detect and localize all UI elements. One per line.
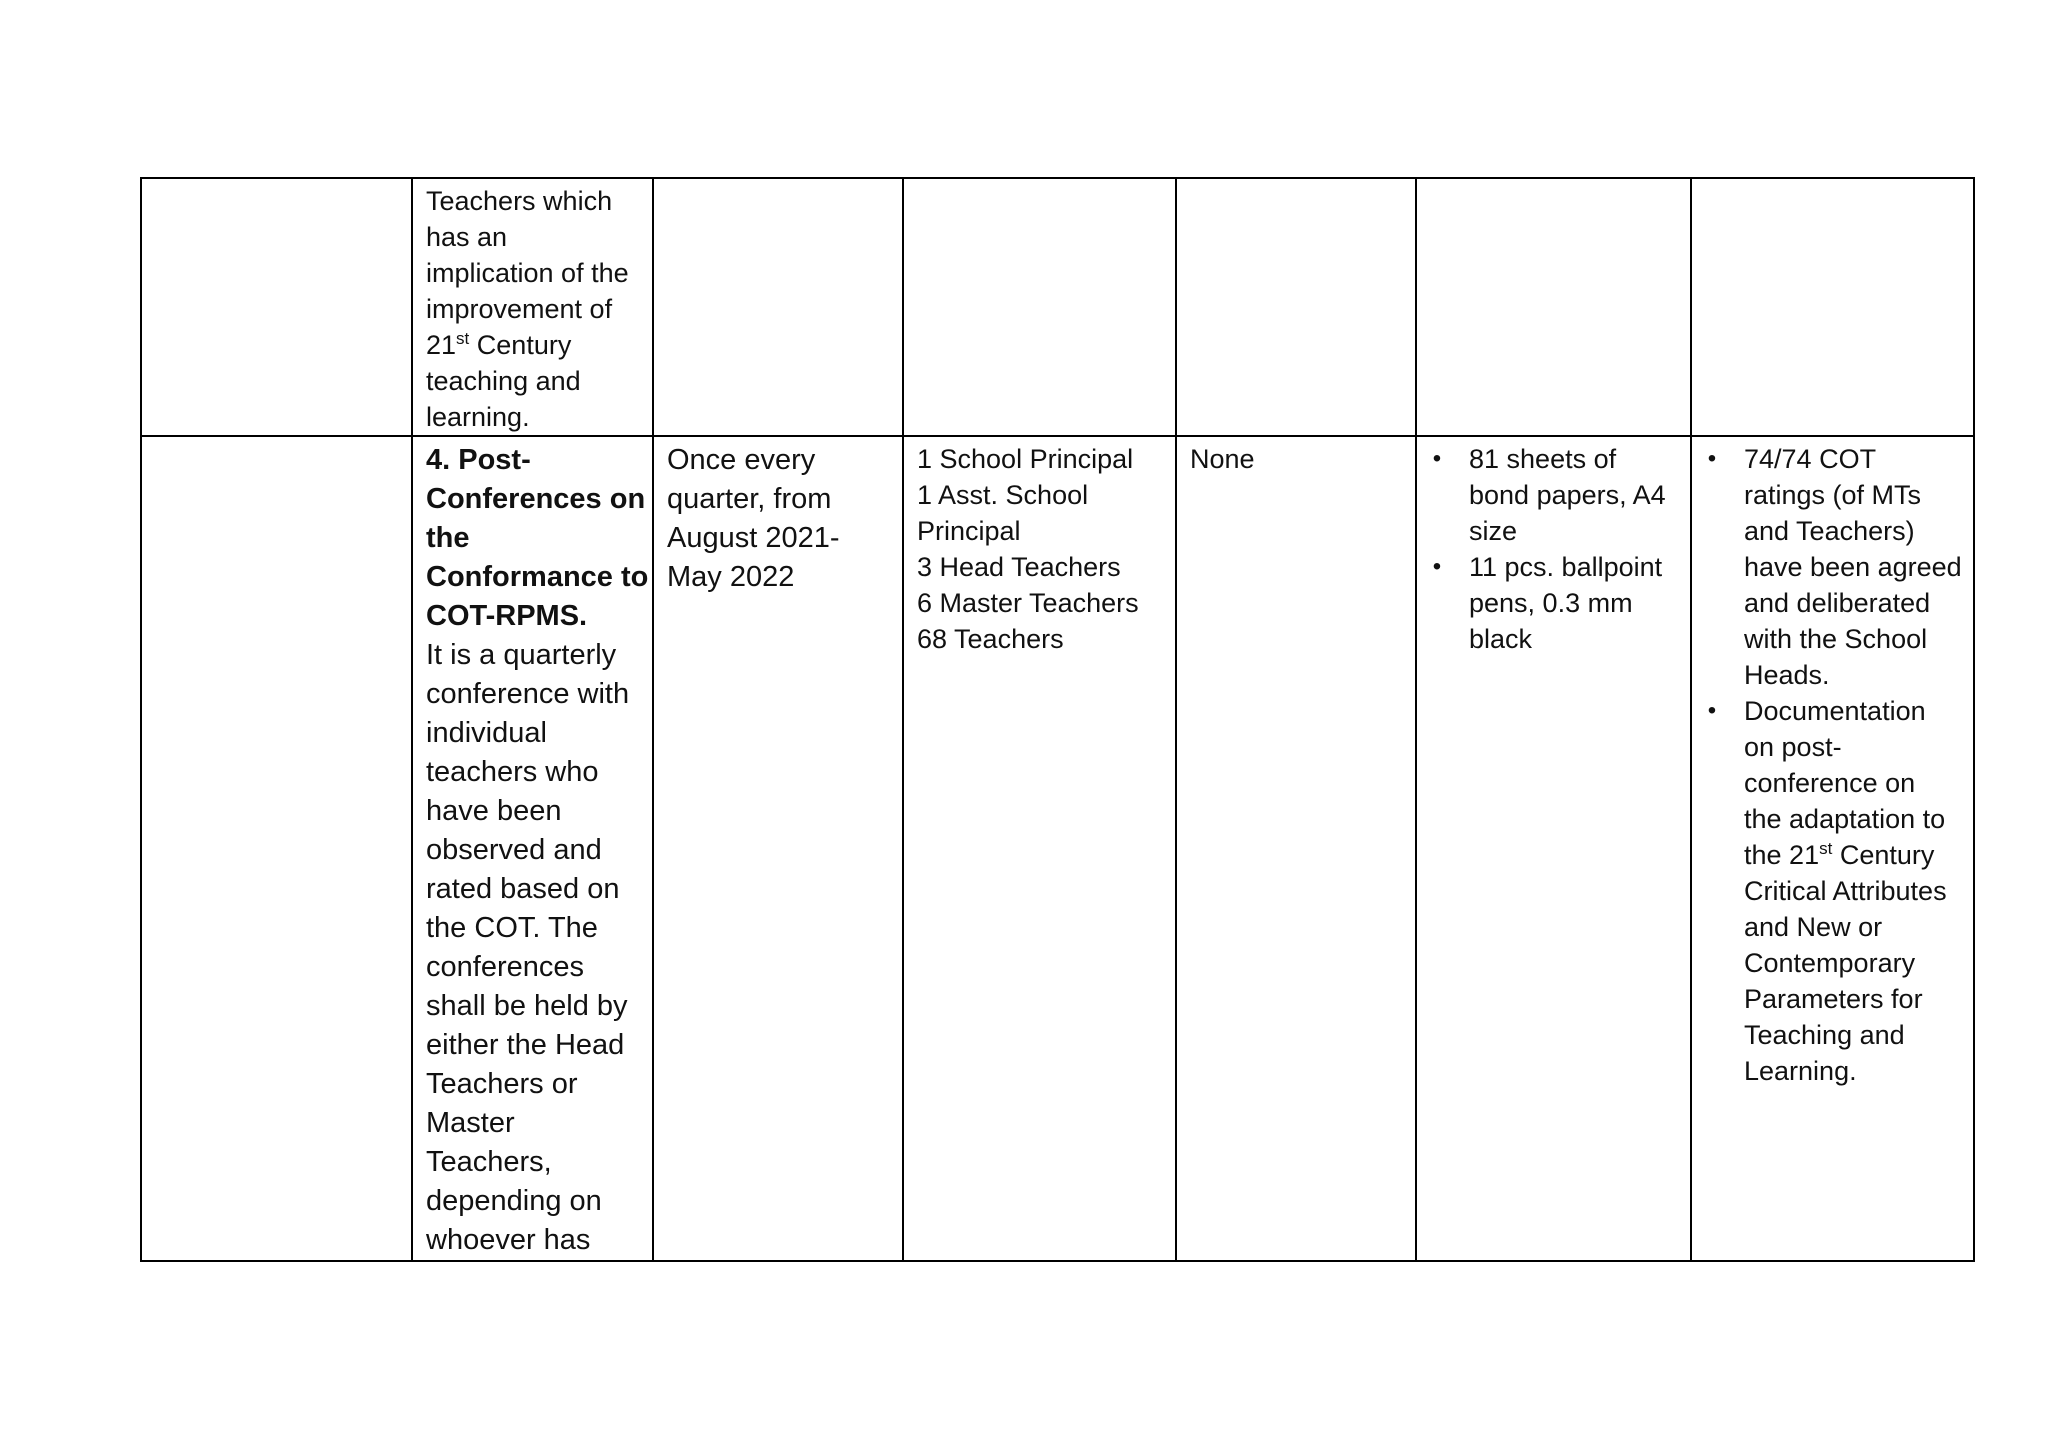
list-item-line: Parameters for xyxy=(1744,984,1923,1014)
list-item-line: conference on xyxy=(1744,768,1916,798)
empty-cell xyxy=(141,436,412,1261)
list-item-line: on post- xyxy=(1744,732,1842,762)
text-line: whoever has xyxy=(426,1224,591,1256)
list-item xyxy=(1698,441,1963,693)
list-item-line: the adaptation to xyxy=(1744,804,1946,834)
text-line: learning. xyxy=(426,402,530,432)
text-line: implication of the xyxy=(426,258,629,288)
resources-list xyxy=(1423,441,1680,657)
list-item xyxy=(1423,441,1680,549)
list-item-line: and deliberated xyxy=(1744,588,1931,618)
table-row-post-conferences xyxy=(141,436,1974,1261)
bullet-icon: • xyxy=(1432,445,1442,472)
text-line: rated based on xyxy=(426,873,620,905)
list-item-line: and Teachers) xyxy=(1744,516,1915,546)
empty-cell xyxy=(903,178,1176,436)
bullet-icon: • xyxy=(1432,553,1442,580)
text-line: 68 Teachers xyxy=(917,624,1064,654)
text-line: 3 Head Teachers xyxy=(917,552,1121,582)
text-line: Teachers or xyxy=(426,1068,578,1100)
activity-continued-text xyxy=(426,183,642,435)
empty-cell xyxy=(141,178,412,436)
budget-value: None xyxy=(1190,444,1255,474)
text-line: May 2022 xyxy=(667,561,795,593)
list-item-line: the 21st Century xyxy=(1744,839,1935,870)
list-item-line: ratings (of MTs xyxy=(1744,480,1922,510)
list-item-line: size xyxy=(1469,516,1518,546)
empty-cell xyxy=(1176,178,1416,436)
list-item xyxy=(1423,549,1680,657)
text-line: 4. Post- xyxy=(426,444,531,476)
activity-description xyxy=(426,636,642,1260)
activity-continued-cell xyxy=(412,178,653,436)
text-line: 6 Master Teachers xyxy=(917,588,1139,618)
empty-cell xyxy=(653,178,903,436)
timeframe-text xyxy=(667,441,892,597)
text-line: has an xyxy=(426,222,508,252)
timeframe-cell xyxy=(653,436,903,1261)
empty-cell xyxy=(1416,178,1691,436)
list-item-line: with the School xyxy=(1744,624,1928,654)
text-line: 1 School Principal xyxy=(917,444,1134,474)
list-item xyxy=(1698,693,1963,1089)
text-line: Teachers, xyxy=(426,1146,552,1178)
text-line: Teachers which xyxy=(426,186,613,216)
text-line: 21st Century xyxy=(426,329,572,360)
list-item-line: bond papers, A4 xyxy=(1469,480,1666,510)
empty-cell xyxy=(1691,178,1974,436)
activity-title xyxy=(426,441,649,636)
text-line: 1 Asst. School xyxy=(917,480,1089,510)
activity-cell xyxy=(412,436,653,1261)
resources-cell xyxy=(1416,436,1691,1261)
list-item-line: Critical Attributes xyxy=(1744,876,1947,906)
bullet-icon: • xyxy=(1707,445,1717,472)
list-item-line: Documentation xyxy=(1744,696,1926,726)
text-line: conferences xyxy=(426,951,584,983)
text-line: Once every xyxy=(667,444,816,476)
list-item-line: 74/74 COT xyxy=(1744,444,1877,474)
text-line: teaching and xyxy=(426,366,581,396)
list-item-line: Heads. xyxy=(1744,660,1830,690)
list-item-line: and New or xyxy=(1744,912,1883,942)
text-line: shall be held by xyxy=(426,990,628,1022)
outputs-list xyxy=(1698,441,1963,1089)
list-item-line: have been agreed xyxy=(1744,552,1962,582)
list-item-line: 11 pcs. ballpoint xyxy=(1469,552,1663,582)
list-item-line: pens, 0.3 mm xyxy=(1469,588,1633,618)
text-line: the xyxy=(426,522,470,554)
text-line: improvement of xyxy=(426,294,613,324)
text-line: August 2021- xyxy=(667,522,840,554)
list-item-line: 81 sheets of xyxy=(1469,444,1617,474)
text-line: Conformance to xyxy=(426,561,649,593)
text-line: Master xyxy=(426,1107,515,1139)
text-line: depending on xyxy=(426,1185,602,1217)
persons-involved-cell xyxy=(903,436,1176,1261)
list-item-line: Teaching and xyxy=(1744,1020,1905,1050)
text-line: quarter, from xyxy=(667,483,832,515)
budget-cell xyxy=(1176,436,1416,1261)
text-line: observed and xyxy=(426,834,602,866)
text-line: It is a quarterly xyxy=(426,639,617,671)
document-table xyxy=(140,177,1975,1262)
text-line: COT-RPMS. xyxy=(426,600,588,632)
text-line: Principal xyxy=(917,516,1021,546)
bullet-icon: • xyxy=(1707,697,1717,724)
outputs-cell xyxy=(1691,436,1974,1261)
list-item-line: Contemporary xyxy=(1744,948,1916,978)
text-line: the COT. The xyxy=(426,912,598,944)
text-line: teachers who xyxy=(426,756,599,788)
text-line: have been xyxy=(426,795,562,827)
list-item-line: Learning. xyxy=(1744,1056,1857,1086)
text-line: individual xyxy=(426,717,547,749)
persons-involved-text xyxy=(917,441,1165,657)
text-line: conference with xyxy=(426,678,630,710)
table-row-continued xyxy=(141,178,1974,436)
text-line: either the Head xyxy=(426,1029,625,1061)
text-line: Conferences on xyxy=(426,483,646,515)
list-item-line: black xyxy=(1469,624,1533,654)
